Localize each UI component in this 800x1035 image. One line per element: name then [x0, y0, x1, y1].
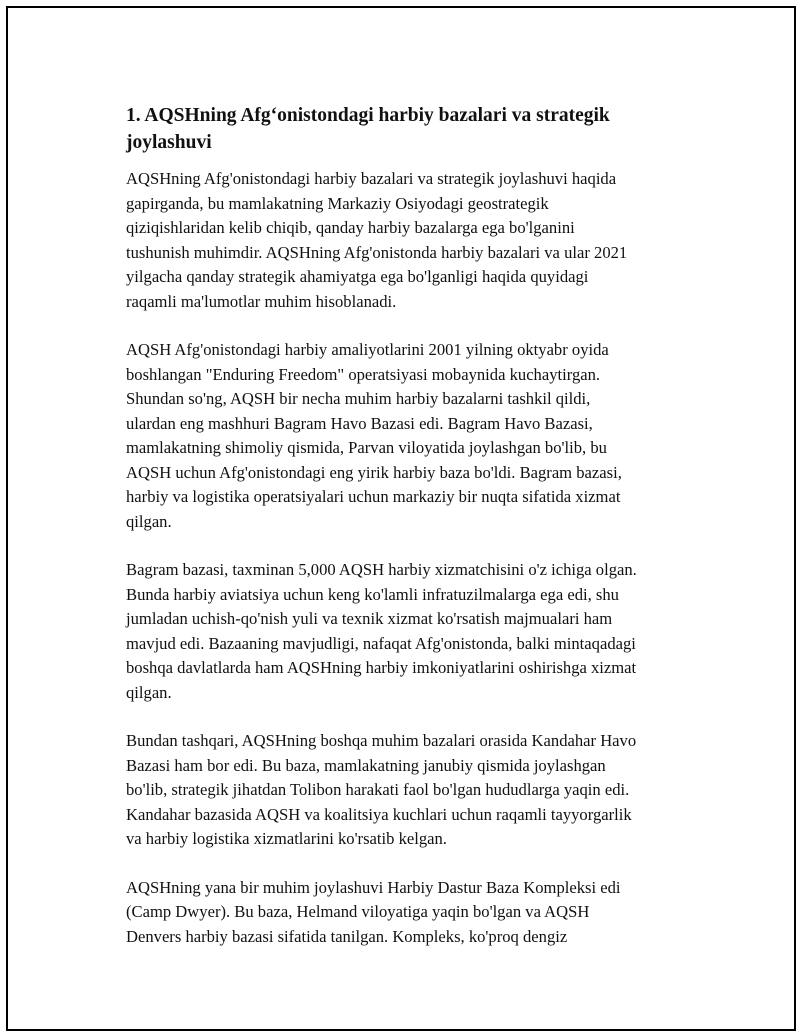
document-body: [126, 102, 706, 973]
paragraph-line: AQSHning Afg'onistondagi harbiy bazalari va strategik joylashuvi haqida: [126, 169, 617, 188]
paragraph-line: va harbiy logistika xizmatlarini ko'rsatib kelgan.: [126, 829, 447, 848]
paragraph-line: harbiy va logistika operatsiyalari uchun markaziy bir nuqta sifatida xizmat: [126, 487, 621, 506]
paragraph-line: qilgan.: [126, 511, 172, 531]
paragraph-line: raqamli ma'lumotlar muhim hisoblanadi.: [126, 291, 397, 311]
paragraph-line: boshqa davlatlarda ham AQSHning harbiy imkoniyatlarini oshirishga xizmat: [126, 658, 637, 677]
paragraph-line: gapirganda, bu mamlakatning Markaziy Osiyodagi geostrategik: [126, 193, 549, 213]
paragraph-line: qilgan.: [126, 682, 172, 702]
page-frame: [6, 6, 796, 1031]
paragraph: [126, 558, 706, 705]
paragraph-line: jumladan uchish-qo'nish yuli va texnik xizmat ko'rsatish majmualari ham: [126, 609, 613, 628]
paragraph-line: AQSHning yana bir muhim joylashuvi Harbiy Dastur Baza Kompleksi edi: [126, 877, 621, 897]
paragraph-line: Kandahar bazasida AQSH va koalitsiya kuchlari uchun raqamli tayyorgarlik: [126, 804, 632, 824]
paragraph-line: ulardan eng mashhuri Bagram Havo Bazasi edi. Bagram Havo Bazasi,: [126, 413, 593, 433]
paragraph-line: tushunish muhimdir. AQSHning Afg'onistonda harbiy bazalari va ular 2021: [126, 242, 628, 262]
paragraph-line: bo'lib, strategik jihatdan Tolibon harakati faol bo'lgan hududlarga yaqin edi.: [126, 780, 630, 799]
paragraph-line: (Camp Dwyer). Bu baza, Helmand viloyatiga yaqin bo'lgan va AQSH: [126, 902, 590, 921]
paragraph-line: AQSH Afg'onistondagi harbiy amaliyotlarini 2001 yilning oktyabr oyida: [126, 340, 609, 359]
paragraph: [126, 729, 706, 852]
paragraph: [126, 167, 706, 314]
paragraph-line: boshlangan "Enduring Freedom" operatsiyasi mobaynida kuchaytirgan.: [126, 364, 601, 384]
section-title: [126, 102, 706, 156]
paragraph-line: Shundan so'ng, AQSH bir necha muhim harbiy bazalarni tashkil qildi,: [126, 389, 591, 408]
paragraph-line: qiziqishlaridan kelib chiqib, qanday harbiy bazalarga ega bo'lganini: [126, 218, 575, 237]
paragraph-line: mamlakatning shimoliy qismida, Parvan viloyatida joylashgan bo'lib, bu: [126, 438, 607, 457]
section-title-line: joylashuvi: [126, 132, 212, 153]
paragraph-line: Bagram bazasi, taxminan 5,000 AQSH harbiy xizmatchisini o'z ichiga olgan.: [126, 560, 637, 579]
paragraph-line: Bundan tashqari, AQSHning boshqa muhim bazalari orasida Kandahar Havo: [126, 731, 637, 750]
paragraph-line: yilgacha qanday strategik ahamiyatga ega bo'lganligi haqida quyidagi: [126, 267, 589, 286]
paragraph-line: Bazasi ham bor edi. Bu baza, mamlakatning janubiy qismida joylashgan: [126, 755, 606, 775]
section-title-line: 1. AQSHning Afg‘onistondagi harbiy bazalari va strategik: [126, 105, 610, 126]
paragraph-line: Denvers harbiy bazasi sifatida tanilgan. Kompleks, ko'proq dengiz: [126, 926, 568, 946]
paragraph-line: AQSH uchun Afg'onistondagi eng yirik harbiy baza bo'ldi. Bagram bazasi,: [126, 462, 622, 482]
paragraph-line: mavjud edi. Bazaaning mavjudligi, nafaqat Afg'onistonda, balki mintaqadagi: [126, 633, 636, 653]
paragraph: [126, 338, 706, 534]
paragraph: [126, 876, 706, 950]
paragraph-line: Bunda harbiy aviatsiya uchun keng ko'lamli infratuzilmalarga ega edi, shu: [126, 584, 619, 604]
